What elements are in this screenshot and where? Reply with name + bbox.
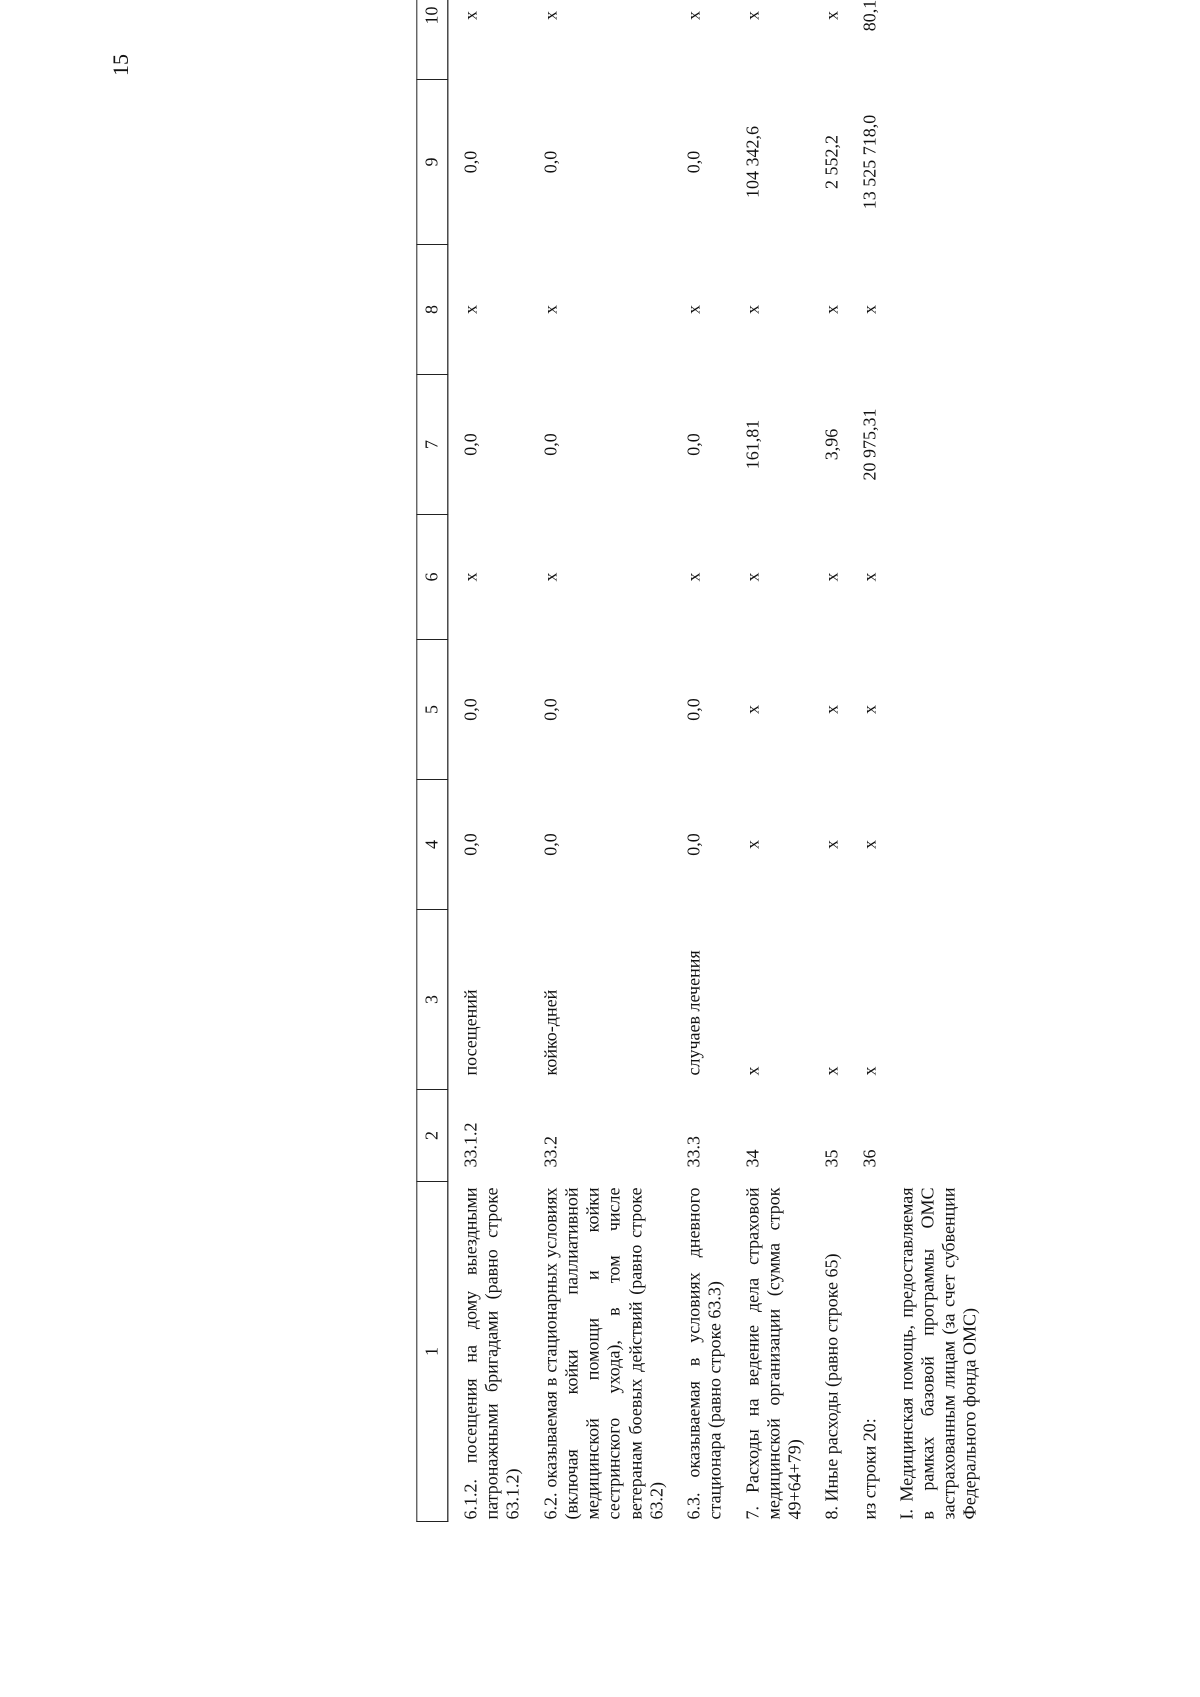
program-cost-table — [416, 0, 985, 1522]
cell-col5: 0,0 — [460, 698, 481, 721]
cell-col9: 104 342,6 — [741, 126, 762, 198]
header-row — [417, 0, 448, 1522]
cell-col4: x — [858, 840, 879, 849]
column-header-8: 8 — [417, 245, 448, 375]
table-row — [671, 0, 729, 1522]
cell-col8 — [884, 245, 985, 375]
row-code: 33.2 — [540, 1136, 561, 1168]
row-unit: x — [821, 1066, 842, 1076]
cell-col7: 161,81 — [741, 419, 762, 470]
cell-col4: x — [741, 840, 762, 849]
cell-col8: x — [460, 305, 481, 314]
row-code: 36 — [858, 1149, 879, 1168]
cell-col4: 0,0 — [460, 833, 481, 856]
cell-col10: 80,1 — [858, 0, 879, 32]
column-header-4: 4 — [417, 780, 448, 910]
column-header-1: 1 — [417, 1182, 448, 1522]
cell-col5 — [884, 640, 985, 780]
cell-col10: x — [741, 11, 762, 20]
cell-col10 — [884, 0, 985, 80]
cell-col8: x — [821, 305, 842, 314]
cell-col6: x — [858, 572, 879, 582]
row-unit: койко-дней — [540, 989, 561, 1076]
cell-col8: x — [540, 305, 561, 314]
column-header-6: 6 — [417, 515, 448, 640]
table-row — [810, 0, 847, 1522]
cell-col6: x — [683, 572, 704, 582]
row-unit: случаев лечения — [683, 950, 704, 1076]
cell-col10: x — [683, 11, 704, 20]
cell-col9: 0,0 — [540, 150, 561, 174]
column-header-5: 5 — [417, 640, 448, 780]
cell-col6: x — [460, 572, 481, 582]
cell-col5: x — [858, 705, 879, 714]
cell-col7: 20 975,31 — [858, 408, 879, 481]
cell-col6: x — [540, 572, 561, 582]
row-description: 6.3. оказываемая в условиях дневного стационара (равно строке 63.3) — [683, 1187, 725, 1520]
column-header-10: 10 — [417, 0, 448, 80]
row-code: 35 — [821, 1149, 842, 1168]
cell-col5: x — [821, 705, 842, 714]
cell-col8: x — [858, 305, 879, 314]
cell-col7: 0,0 — [540, 433, 561, 456]
table-wrapper — [416, 0, 985, 1522]
cell-col9 — [884, 80, 985, 245]
row-code: 34 — [741, 1149, 762, 1168]
table-row — [448, 0, 528, 1522]
table-row — [884, 0, 985, 1522]
cell-col10: x — [540, 11, 561, 20]
row-description: 8. Иные расходы (равно строке 65) — [821, 1253, 842, 1520]
row-code — [884, 1090, 985, 1182]
cell-col4: x — [821, 840, 842, 849]
cell-col4: 0,0 — [540, 833, 561, 856]
row-unit: посещений — [460, 989, 481, 1076]
cell-col7: 0,0 — [460, 433, 481, 456]
cell-col7: 3,96 — [821, 428, 842, 461]
cell-col9: 0,0 — [460, 150, 481, 174]
page-number: 15 — [108, 54, 133, 76]
row-description: из строки 20: — [858, 1418, 879, 1520]
table-row — [730, 0, 810, 1522]
cell-col4: 0,0 — [683, 833, 704, 856]
row-description: 6.1.2. посещения на дому выездными патронажными бригадами (равно строке 63.1.2) — [460, 1187, 523, 1520]
cell-col6: x — [821, 572, 842, 582]
cell-col7: 0,0 — [683, 433, 704, 456]
cell-col5: 0,0 — [683, 698, 704, 721]
cell-col10: x — [821, 11, 842, 20]
row-code: 33.3 — [683, 1136, 704, 1168]
row-code: 33.1.2 — [460, 1122, 481, 1168]
column-header-7: 7 — [417, 375, 448, 515]
cell-col8: x — [741, 305, 762, 314]
column-header-2: 2 — [417, 1090, 448, 1182]
table-row — [528, 0, 671, 1522]
cell-col8: x — [683, 305, 704, 314]
table-row — [847, 0, 884, 1522]
cell-col5: 0,0 — [540, 698, 561, 721]
column-header-3: 3 — [417, 910, 448, 1090]
row-unit: x — [741, 1066, 762, 1076]
cell-col9: 2 552,2 — [821, 135, 842, 189]
row-unit: x — [858, 1066, 879, 1076]
cell-col9: 0,0 — [683, 150, 704, 174]
row-unit — [884, 910, 985, 1090]
row-description: 7. Расходы на ведение дела страховой медицинской организации (сумма строк 49+64+79) — [741, 1187, 805, 1520]
cell-col10: x — [460, 11, 481, 20]
cell-col7 — [884, 375, 985, 515]
column-header-9: 9 — [417, 80, 448, 245]
row-description: 6.2. оказываемая в стационарных условиях (включая койки паллиативной медицинской помощи и койки сестринского ухода), в том числе ветеранам боевых действий (равно строке 63.2) — [540, 1187, 667, 1520]
cell-col6: x — [741, 572, 762, 582]
row-description: I. Медицинская помощь, предоставляемая в рамках базовой программы ОМС застрахованным лицам (за счет субвенции Федерального фонда ОМС) — [896, 1187, 980, 1520]
cell-col5: x — [741, 705, 762, 714]
cell-col4 — [884, 780, 985, 910]
cell-col6 — [884, 515, 985, 640]
cell-col9: 13 525 718,0 — [858, 114, 879, 210]
